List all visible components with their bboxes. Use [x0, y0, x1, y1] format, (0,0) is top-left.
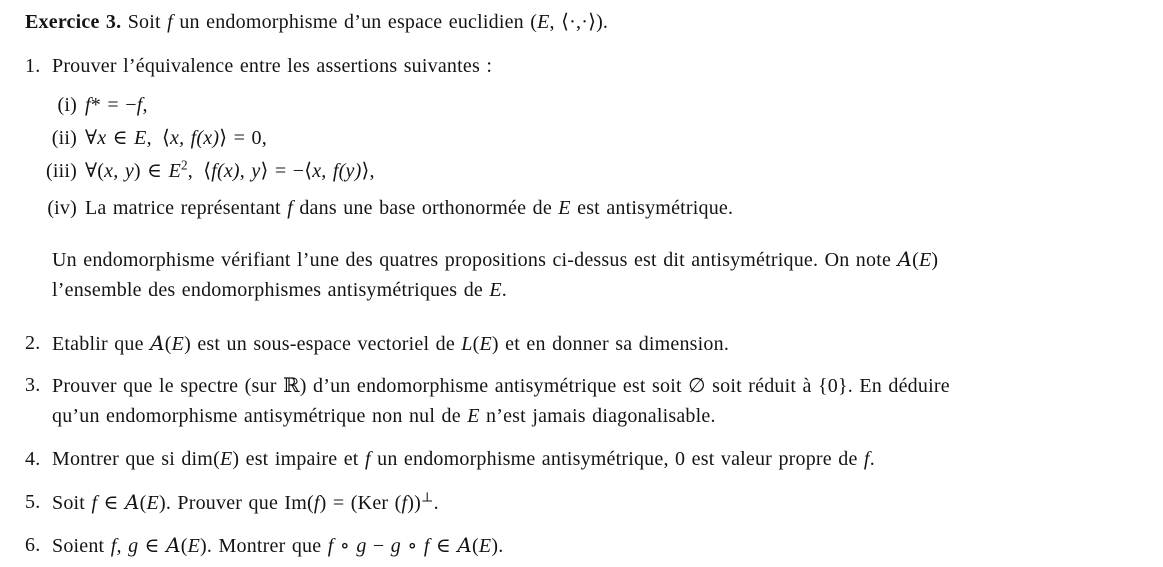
assertion-iii	[25, 157, 1135, 185]
text-segment: x, f(y)	[312, 160, 362, 182]
text-segment: E	[489, 279, 502, 301]
text-segment: E	[168, 160, 181, 182]
assertion-i-label: (i)	[57, 94, 77, 116]
assertion-iii-label: (iii)	[46, 160, 77, 182]
question-4	[25, 445, 1135, 473]
text-segment: f	[313, 492, 320, 514]
text-segment: Soit	[121, 11, 168, 33]
text-segment: , ⟨·,·⟩).	[549, 11, 609, 33]
text-segment: ∀(	[85, 160, 105, 182]
text-segment: .	[501, 279, 507, 301]
assertion-ii-text	[85, 124, 1135, 152]
question-2	[25, 329, 1135, 358]
text-segment: f	[863, 448, 870, 470]
text-segment: l’ensemble des endomorphismes antisymétriques de	[52, 279, 490, 301]
text-segment: f	[423, 535, 430, 557]
exercise-header	[25, 8, 1135, 36]
question-2-number: 2.	[25, 332, 41, 354]
text-segment: )	[931, 249, 939, 271]
text-segment: .	[869, 448, 875, 470]
text-segment: E	[146, 492, 159, 514]
text-segment: ) est un sous-espace vectoriel de	[184, 333, 462, 355]
question-5	[25, 488, 1135, 517]
text-segment: f	[364, 448, 371, 470]
text-segment: un endomorphisme d’un espace euclidien (	[172, 11, 538, 33]
text-segment: x	[97, 127, 107, 149]
text-segment: ⊥	[421, 489, 434, 505]
text-segment: ∈	[106, 127, 135, 149]
text-segment: E	[479, 333, 492, 355]
text-segment: E	[219, 448, 233, 470]
text-segment: f, g	[110, 535, 139, 557]
question-4-number: 4.	[25, 448, 41, 470]
text-segment: E	[187, 535, 201, 557]
text-segment: ⟩,	[361, 160, 375, 182]
text-segment: ⟩ = −⟨	[260, 160, 313, 182]
text-segment: ) ∈	[133, 160, 169, 182]
text-segment: , ⟨	[187, 160, 212, 182]
text-segment: (	[472, 535, 479, 557]
text-segment: x, y	[104, 160, 134, 182]
question-3-number: 3.	[25, 374, 41, 396]
text-segment: La matrice représentant	[85, 197, 288, 219]
text-segment: f(x), y	[211, 160, 261, 182]
question-1-text	[52, 52, 1135, 80]
text-segment: ⟩ = 0,	[219, 127, 267, 149]
question-3	[25, 371, 1135, 431]
text-segment: (	[164, 333, 172, 355]
text-segment: f	[167, 11, 173, 33]
text-segment: f	[327, 535, 334, 557]
text-segment: est antisymétrique.	[570, 197, 734, 219]
text-segment: E	[467, 405, 480, 427]
text-segment: g	[390, 535, 401, 557]
text-segment: g	[356, 535, 367, 557]
text-segment: ∈	[429, 535, 458, 557]
text-segment: ))	[407, 492, 422, 514]
text-segment: ∈	[97, 492, 126, 514]
question-2-text	[52, 329, 1135, 358]
text-segment: L	[461, 333, 473, 355]
text-segment: f	[91, 492, 98, 514]
text-segment: ,	[142, 94, 148, 116]
assertion-iv-text	[85, 194, 1135, 222]
text-segment: .	[433, 492, 439, 514]
assertion-iv-label: (iv)	[47, 197, 77, 219]
text-segment: * = −	[90, 94, 137, 116]
text-segment: A	[166, 533, 181, 557]
assertion-iii-text	[85, 157, 1135, 185]
text-segment: n’est jamais diagonalisable.	[479, 405, 716, 427]
text-segment: qu’un endomorphisme antisymétrique non nul de	[52, 405, 468, 427]
text-segment: f	[287, 197, 293, 219]
text-segment: E	[918, 249, 932, 271]
assertion-ii	[25, 124, 1135, 152]
text-segment: ). Prouver que Im(	[158, 492, 314, 514]
question-3-text	[52, 371, 1135, 431]
text-segment: Soient	[52, 535, 111, 557]
text-segment: , ⟨	[146, 127, 170, 149]
text-segment: Exercice 3.	[25, 11, 122, 33]
text-segment: f	[401, 492, 408, 514]
text-segment: (	[472, 333, 480, 355]
question-1-number: 1.	[25, 55, 41, 77]
text-segment: dans une base orthonormée de	[292, 197, 559, 219]
question-1	[25, 52, 1135, 80]
text-segment: 2	[181, 157, 188, 173]
text-segment: ).	[491, 535, 504, 557]
question-5-text	[52, 488, 1135, 517]
assertion-i	[25, 91, 1135, 119]
text-segment: −	[366, 535, 391, 557]
text-segment: (	[139, 492, 147, 514]
text-segment: A	[150, 331, 165, 355]
text-segment: f	[136, 94, 143, 116]
text-segment: (	[912, 249, 919, 271]
text-segment: A	[125, 490, 140, 514]
text-segment: Etablir que	[52, 333, 151, 355]
text-segment: Un endomorphisme vérifiant l’une des quatres propositions ci-dessus est dit antisymétrique. On note	[52, 249, 898, 271]
text-segment: ). Montrer que	[200, 535, 328, 557]
question-6-number: 6.	[25, 534, 41, 556]
text-segment: E	[171, 333, 185, 355]
text-segment: Soit	[52, 492, 92, 514]
text-segment: ∘	[401, 535, 424, 557]
text-segment: ∀	[85, 127, 98, 149]
assertion-iv	[25, 194, 1135, 222]
assertion-i-text	[85, 91, 1135, 119]
text-segment: E	[558, 197, 571, 219]
assertion-ii-label: (ii)	[51, 127, 77, 149]
text-segment: ∈	[138, 535, 167, 557]
text-segment: E	[537, 11, 550, 33]
text-segment: E	[478, 535, 492, 557]
text-segment: ) est impaire et	[232, 448, 365, 470]
text-segment: Prouver que le spectre (sur ℝ) d’un endomorphisme antisymétrique est soit ∅ soit réduit à {0}. En déduire	[52, 375, 950, 397]
text-segment: A	[457, 533, 473, 557]
question-4-text	[52, 445, 1135, 473]
text-segment: (	[180, 535, 188, 557]
text-segment: x, f(x)	[170, 127, 220, 149]
definition-note	[52, 244, 1135, 305]
text-segment: Prouver l’équivalence entre les assertions suivantes :	[52, 55, 493, 77]
question-6	[25, 531, 1135, 560]
assertions-list	[25, 91, 1135, 222]
text-segment: ∘	[333, 535, 357, 557]
text-segment: E	[134, 127, 147, 149]
text-segment: f	[85, 94, 91, 116]
text-segment: ) = (Ker (	[319, 492, 402, 514]
text-segment: un endomorphisme antisymétrique, 0 est valeur propre de	[370, 448, 864, 470]
text-segment: ) et en donner sa dimension.	[491, 333, 730, 355]
question-5-number: 5.	[25, 491, 41, 513]
text-segment: A	[897, 247, 913, 271]
text-segment: Montrer que si dim(	[52, 448, 220, 470]
question-6-text	[52, 531, 1135, 560]
